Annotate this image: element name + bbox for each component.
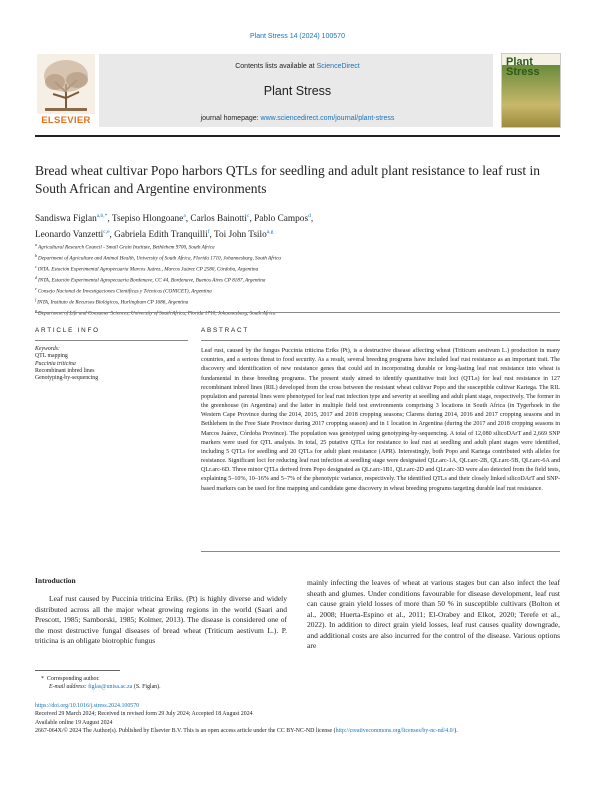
publisher-name: ELSEVIER bbox=[41, 115, 91, 126]
license-link[interactable]: http://creativecommons.org/licenses/by-nc-nd/4.0/ bbox=[335, 727, 455, 734]
cover-title: Plant Stress bbox=[506, 56, 540, 78]
author-name: Carlos Bainotti bbox=[190, 214, 247, 225]
article-info-heading: ARTICLE INFO bbox=[35, 327, 100, 334]
footnote bbox=[35, 675, 335, 691]
corresponding-author-note: * Corresponding author. bbox=[41, 676, 100, 682]
affiliation-item: $^d$ INTA, Estación Experimental Agropecuaria Bordenave, CC 44, Bordenave, Buenos Aires CP 8187, Argentina bbox=[35, 274, 266, 284]
footnote-divider bbox=[35, 670, 120, 671]
section-heading-introduction: Introduction bbox=[35, 576, 76, 585]
homepage-prefix: journal homepage: bbox=[200, 115, 261, 122]
author-affiliation-marker[interactable]: f bbox=[207, 229, 210, 236]
abstract-bottom-divider bbox=[201, 551, 560, 552]
keywords-label: Keywords: bbox=[35, 346, 60, 352]
contents-prefix: Contents lists available at bbox=[235, 63, 317, 70]
license-line bbox=[35, 727, 560, 735]
author-name: Pablo Campos bbox=[254, 214, 309, 225]
keyword-item: Genotyping-by-sequencing bbox=[35, 375, 99, 382]
author-name: Sandiswa Figlan bbox=[35, 214, 97, 225]
journal-cover-image bbox=[501, 53, 561, 128]
author-affiliation-marker[interactable]: c,e bbox=[103, 229, 110, 236]
author-affiliation-marker[interactable]: a bbox=[183, 213, 186, 219]
affiliation-divider bbox=[35, 312, 560, 313]
keyword-list bbox=[35, 353, 190, 382]
author-affiliation-marker[interactable]: c bbox=[246, 213, 250, 219]
author-affiliation-marker[interactable]: d bbox=[308, 213, 311, 219]
author-affiliation-marker[interactable]: a,g bbox=[266, 229, 274, 236]
intro-paragraph-col1: Leaf rust caused by Puccinia triticina Eriks. (Pt) is highly diverse and widely distributed across all the major wheat growing regions in the world (Saari and Prescott, 1985; Samborski, 1985; Kolmer, 2013). The disease is considered one of the most destructive fungal diseases of bread wheat (Triticum aestivum L.). P. triticina is an obligate biotrophic fungus bbox=[35, 594, 287, 645]
author-affiliation-marker[interactable]: a,b,* bbox=[96, 213, 108, 219]
sciencedirect-link[interactable]: ScienceDirect bbox=[316, 63, 360, 70]
received-dates: Received 29 March 2024; Received in revised form 29 July 2024; Accepted 18 August 2024 bbox=[35, 711, 253, 718]
abstract-divider bbox=[201, 340, 560, 341]
author-name: Gabriela Edith Tranquilli bbox=[114, 230, 208, 241]
article-info-divider bbox=[35, 340, 188, 341]
affiliation-list bbox=[35, 241, 560, 318]
article-metadata bbox=[35, 702, 560, 735]
keyword-item: Puccinia triticina bbox=[35, 360, 76, 367]
intro-paragraph-col2: mainly infecting the leaves of wheat at various stages but can also infect the leaf sheath and glumes. Under conditions favourable for disease development, leaf rust can cause grain yield losses of more than 50 % in susceptible cultivars (Bolton et al., 2008; Huerta-Espino et al., 2011; El-Orabey and Elkot, 2020; Terefe et al., 2022). In addition to direct grain yield losses, leaf rust causes quality downgrade, and additional costs are also incurred for the control of the disease. Various options are bbox=[307, 578, 560, 650]
license-suffix: ). bbox=[454, 727, 458, 734]
journal-title: Plant Stress bbox=[263, 84, 332, 98]
affiliation-item: $^f$ INTA, Instituto de Recursos Biológicos, Hurlingham CP 1686, Argentina bbox=[35, 296, 189, 306]
article-title: Bread wheat cultivar Popo harbors QTLs for seedling and adult plant resistance to leaf rust in South African and Argentine environments bbox=[35, 163, 540, 196]
email-link[interactable]: figlas@unisa.ac.za bbox=[88, 684, 133, 690]
keywords-block bbox=[35, 346, 190, 382]
email-label: E-mail address: bbox=[49, 684, 89, 690]
abstract-text: Leaf rust, caused by the fungus Puccinia triticina Eriks (Pt), is a destructive disease affecting wheat (Triticum aestivum L.) production in many countries, and a serious threat to food security. As a result, several breeding programs have included leaf rust resistance as an important trait. The discovery and identification of new resistance genes that could aid in incorporating durable or long-lasting leaf rust resistance into wheat is fundamental in these breeding programs. The present study aimed to identify quantitative trait loci (QTLs) for leaf rust resistance in 127 recombinant inbred lines (RIL) developed from the cross between the resistant wheat cultivar Popo and the susceptible cultivar Kariega. The RIL population and parental lines were phenotyped for leaf rust infection type and severity at seedling and adult plant stage, respectively. The former in the greenhouse (in Argentina) and the latter in multiple field test environments comprising 3 locations in South Africa (in Tygerhoek in the Western Cape Province during the 2014, 2015, 2017 and 2018 cropping seasons; Clarens during 2014, 2016 and 2017 cropping seasons and in Bethlehem in the Free State Province during 2017 cropping season) and in 1 location in Argentina (during the 2017 and 2018 cropping seasons in Marcos Juárez, Córdoba Province). The population was genotyped using genotyping-by-sequencing. A total of 12,080 silicoDArT and 2,669 SNP markers were used for QTL analysis. In total, 25 putative QTLs for resistance to leaf rust at seedling and adult plant stages were identified, including 5 QTLs for seedling and 20 QTLs for adult plant resistance (APR). Interestingly, both Popo and Kariega contributed with alleles for resistance. Significant loci for reducing leaf rust infection at seedling stage were designated QLr.arc-1A, QLr.arc-2B, QLr.arc-5B, QLr.arc-6A and QLr.arc-6D. Three minor QTLs derived from Popo designated as QLr.arc-1B1, QLr.arc-2D and QLr.arc-3D were also detected from the field tests, explaining 5–10%, 10–16% and 5–7% of the phenotypic variance, respectively. The identified QTLs and their closely linked silicoDArT and SNP-based markers can be used for fine mapping and candidate gene discovery in wheat breeding programs targeting durable leaf rust resistance. bbox=[201, 348, 560, 492]
affiliation-item: $^g$ Department of Life and Consumer Sciences, University of South Africa, Florida 1710, Johannesburg, South Africa bbox=[35, 307, 276, 317]
email-line bbox=[35, 683, 335, 691]
author-name: Leonardo Vanzetti bbox=[35, 230, 104, 241]
license-prefix: 2667-064X/© 2024 The Author(s). Published by Elsevier B.V. This is an open access article under the CC BY-NC-ND license ( bbox=[35, 727, 336, 734]
author-name: Tsepiso Hlongoane bbox=[111, 214, 184, 225]
doi-link[interactable]: https://doi.org/10.1016/j.stress.2024.100570 bbox=[35, 703, 140, 709]
author-list: Sandiswa Figlan$^{a,b,*}$, Tsepiso Hlongoane$^a$, Carlos Bainotti$^c$, Pablo Campos$^d$, Leonardo Vanzetti$^{c,e}$, Gabriela Edith Tranquilli$^f$, Toi John Tsilo$^{a,g}$ bbox=[35, 213, 314, 241]
keyword-item: Recombinant inbred lines bbox=[35, 367, 95, 374]
author-name: Toi John Tsilo bbox=[213, 230, 267, 241]
journal-reference[interactable]: Plant Stress 14 (2024) 100570 bbox=[250, 33, 345, 40]
corresponding-author-text: Corresponding author. bbox=[46, 676, 100, 682]
homepage-link[interactable]: www.sciencedirect.com/journal/plant-stress bbox=[260, 115, 395, 122]
keyword-item: QTL mapping bbox=[35, 353, 68, 360]
email-name: (S. Figlan). bbox=[132, 684, 161, 690]
affiliation-item: $^b$ Department of Agriculture and Animal Health, University of South Africa, Florida 1710, Johannesburg, South Africa bbox=[35, 252, 282, 262]
abstract-heading: ABSTRACT bbox=[201, 327, 249, 334]
affiliation-item: $^e$ Consejo Nacional de Investigaciones Científicas y Técnicas (CONICET), Argentina bbox=[35, 285, 212, 295]
affiliation-item: $^a$ Agricultural Research Council - Small Grain Institute, Bethlehem 9700, South Africa bbox=[35, 242, 215, 251]
available-online: Available online 19 August 2024 bbox=[35, 719, 113, 726]
header-divider bbox=[35, 135, 560, 137]
affiliation-item: $^c$ INTA. Estación Experimental Agropecuaria Marcos Juárez., Marcos Juárez CP 2580, Córdoba, Argentina bbox=[35, 263, 259, 273]
